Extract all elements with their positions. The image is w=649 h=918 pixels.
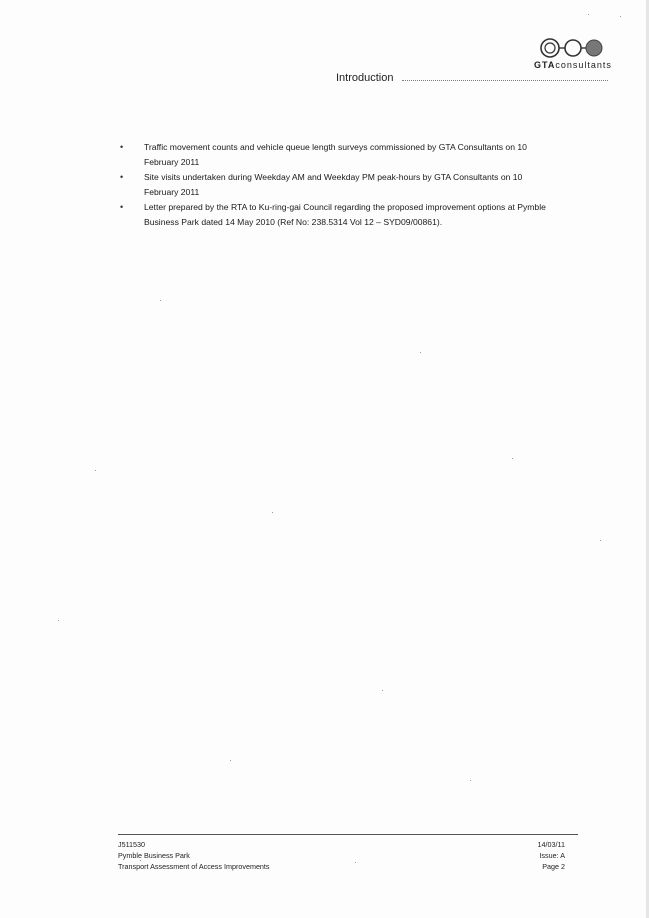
footer-rule	[118, 834, 578, 835]
list-item-text: Site visits undertaken during Weekday AM and Weekday PM peak-hours by GTA Consultants on 10 February 2011	[144, 172, 523, 197]
bullet-icon: •	[120, 202, 124, 212]
page-number: Page 2	[542, 862, 565, 871]
section-title: Introduction	[336, 72, 394, 84]
footer-issue: Issue: A	[539, 851, 565, 860]
bullet-icon: •	[120, 172, 124, 182]
list-item	[118, 200, 548, 230]
footer-date: 14/03/11	[537, 840, 565, 849]
footer-right	[538, 839, 565, 872]
project-name: Pymble Business Park	[118, 851, 190, 860]
project-code: J511530	[118, 840, 146, 849]
list-item-text: Traffic movement counts and vehicle queue length surveys commissioned by GTA Consultants on 10 February 2011	[144, 142, 527, 167]
list-item	[118, 170, 548, 200]
bullet-icon: •	[120, 142, 124, 152]
logo-wordmark: GTAconsultants	[534, 60, 612, 70]
list-item	[118, 140, 548, 170]
reference-list	[118, 140, 548, 230]
list-item-text: Letter prepared by the RTA to Ku-ring-gai Council regarding the proposed improvement options at Pymble Business Park dated 14 May 2010 (Ref No: 238.5314 Vol 12 – SYD09/00861).	[144, 202, 546, 227]
header-rule	[402, 80, 608, 81]
footer-left	[118, 839, 270, 872]
report-title: Transport Assessment of Access Improvements	[118, 862, 270, 871]
